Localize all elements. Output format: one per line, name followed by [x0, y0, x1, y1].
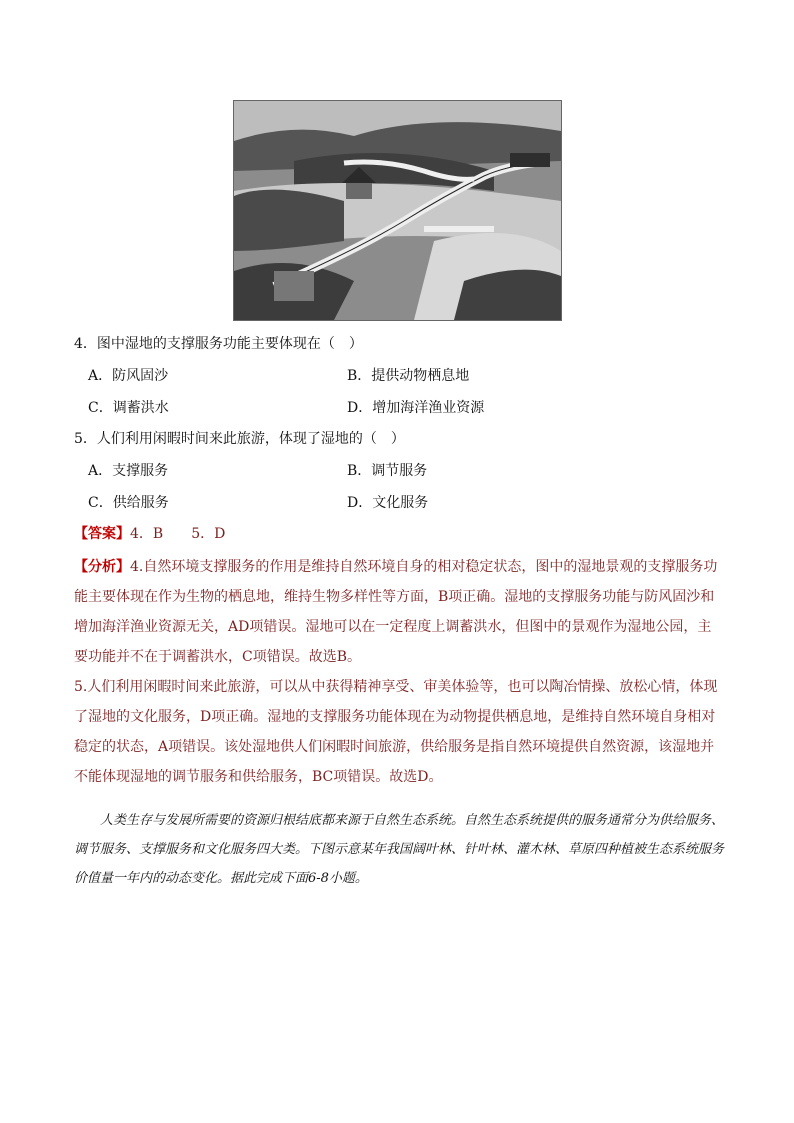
answer-line [74, 523, 225, 545]
q5-option-a: A．支撑服务 [88, 463, 169, 479]
answer-text: 4．B 5．D [130, 526, 226, 542]
q5-option-b: B．调节服务 [347, 463, 428, 479]
question-4-stem: 4．图中湿地的支撑服务功能主要体现在（ ） [74, 336, 363, 352]
q5-option-c: C．供给服务 [88, 495, 169, 511]
wetland-park-photo [233, 100, 562, 321]
q4-option-b: B．提供动物栖息地 [347, 368, 470, 384]
analysis-block [74, 552, 724, 792]
answer-tag: 【答案】 [74, 526, 130, 542]
question-5-stem: 5．人们利用闲暇时间来此旅游，体现了湿地的（ ） [74, 431, 405, 447]
q5-option-d: D．文化服务 [347, 495, 429, 511]
analysis-paragraph-5: 5.人们利用闲暇时间来此旅游，可以从中获得精神享受、审美体验等，也可以陶冶情操、放松心情，体现了湿地的文化服务，D项正确。湿地的支撑服务功能体现在为动物提供栖息地，是维持自然环境自身相对稳定的状态，A项错误。该处湿地供人们闲暇时间旅游，供给服务是指自然环境提供自然资源，该湿地并不能体现湿地的调节服务和供给服务，BC项错误。故选D。 [74, 679, 718, 785]
analysis-paragraph-4 [74, 552, 724, 672]
intro-text: 人类生存与发展所需要的资源归根结底都来源于自然生态系统。自然生态系统提供的服务通常分为供给服务、调节服务、支撑服务和文化服务四大类。下图示意某年我国阔叶林、针叶林、灌木林、草原四种植被生态系统服务价值量一年内的动态变化。据此完成下面6-8小题。 [74, 813, 725, 886]
q4-option-d: D．增加海洋渔业资源 [347, 400, 485, 416]
q4-option-c: C．调蓄洪水 [88, 400, 169, 416]
analysis-tag: 【分析】 [74, 559, 130, 575]
q4-option-a: A．防风固沙 [88, 368, 169, 384]
analysis-text-4: 4.自然环境支撑服务的作用是维持自然环境自身的相对稳定状态，图中的湿地景观的支撑服务功能主要体现在作为生物的栖息地，维持生物多样性等方面，B项正确。湿地的支撑服务功能与防风固沙和增加海洋渔业资源无关，AD项错误。湿地可以在一定程度上调蓄洪水，但图中的景观作为湿地公园，主要功能并不在于调蓄洪水，C项错误。故选B。 [74, 559, 718, 665]
questions-6-8-intro [74, 806, 724, 893]
